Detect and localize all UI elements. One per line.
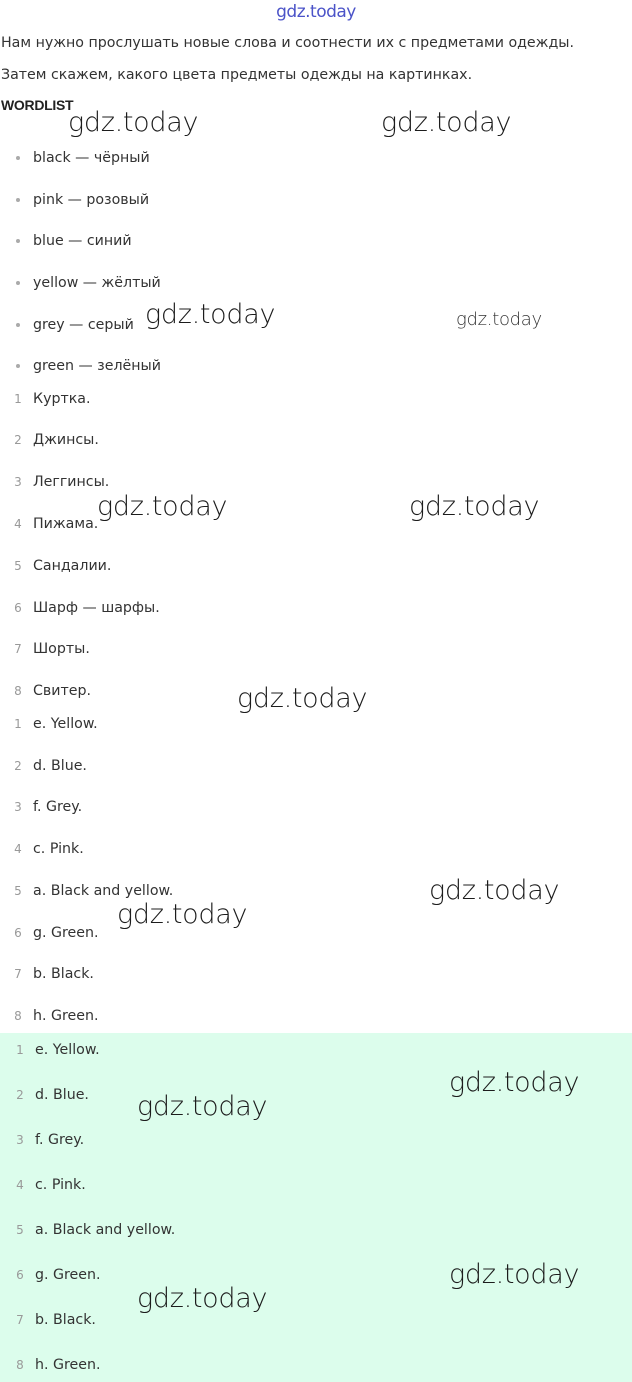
highlighted-answer-item: 3 f. Grey. xyxy=(16,1132,85,1148)
bullet-icon xyxy=(16,198,20,202)
highlighted-answer-item: 6 g. Green. xyxy=(16,1267,101,1283)
bullet-icon xyxy=(16,156,20,160)
bullet-icon xyxy=(16,239,20,243)
watermark: gdz.today xyxy=(137,1283,268,1314)
answer-item: 7 b. Black. xyxy=(14,966,94,982)
wordlist-item: blue — синий xyxy=(0,231,132,251)
watermark: gdz.today xyxy=(137,1091,268,1122)
clothes-item: 5 Сандалии. xyxy=(14,558,112,574)
clothes-item: 3 Леггинсы. xyxy=(14,474,110,490)
clothes-item: 2 Джинсы. xyxy=(14,432,99,448)
bullet-icon xyxy=(16,323,20,327)
clothes-item: 6 Шарф — шарфы. xyxy=(14,600,160,616)
wordlist-item: pink — розовый xyxy=(0,190,149,210)
clothes-item: 1 Куртка. xyxy=(14,391,91,407)
watermark: gdz.today xyxy=(449,1067,580,1098)
bullet-icon xyxy=(16,364,20,368)
site-logo[interactable]: gdz.today xyxy=(276,2,356,22)
bullet-icon xyxy=(16,281,20,285)
watermark: gdz.today xyxy=(409,491,540,522)
clothes-item: 8 Свитер. xyxy=(14,683,91,699)
wordlist-item: black — чёрный xyxy=(0,148,150,168)
watermark: gdz.today xyxy=(117,899,248,930)
highlighted-answer-item: 2 d. Blue. xyxy=(16,1087,89,1103)
highlighted-answer-item: 7 b. Black. xyxy=(16,1312,96,1328)
watermark: gdz.today xyxy=(429,875,560,906)
clothes-item: 4 Пижама. xyxy=(14,516,99,532)
clothes-item: 7 Шорты. xyxy=(14,641,90,657)
intro-line-2: Затем скажем, какого цвета предметы одежды на картинках. xyxy=(1,67,473,83)
watermark: gdz.today xyxy=(68,107,199,138)
wordlist-item: grey — серый xyxy=(0,315,134,335)
highlighted-answer-item: 1 e. Yellow. xyxy=(16,1042,100,1058)
watermark: gdz.today xyxy=(237,683,368,714)
highlighted-answer-item: 4 c. Pink. xyxy=(16,1177,86,1193)
answer-item: 3 f. Grey. xyxy=(14,799,83,815)
watermark: gdz.today xyxy=(97,491,228,522)
watermark: gdz.today xyxy=(381,107,512,138)
highlighted-answer-item: 5 a. Black and yellow. xyxy=(16,1222,176,1238)
answer-item: 5 a. Black and yellow. xyxy=(14,883,174,899)
highlighted-answer-item: 8 h. Green. xyxy=(16,1357,101,1373)
wordlist-item: yellow — жёлтый xyxy=(0,273,161,293)
watermark: gdz.today xyxy=(449,1259,580,1290)
answer-item: 2 d. Blue. xyxy=(14,758,87,774)
answer-item: 1 e. Yellow. xyxy=(14,716,98,732)
answer-item: 6 g. Green. xyxy=(14,925,99,941)
watermark: gdz.today xyxy=(145,299,276,330)
wordlist-item: green — зелёный xyxy=(0,356,161,376)
answer-item: 4 c. Pink. xyxy=(14,841,84,857)
answer-item: 8 h. Green. xyxy=(14,1008,99,1024)
watermark: gdz.today xyxy=(456,309,542,330)
intro-line-1: Нам нужно прослушать новые слова и соотнести их с предметами одежды. xyxy=(1,35,574,51)
wordlist-heading: WORDLIST xyxy=(1,97,74,113)
